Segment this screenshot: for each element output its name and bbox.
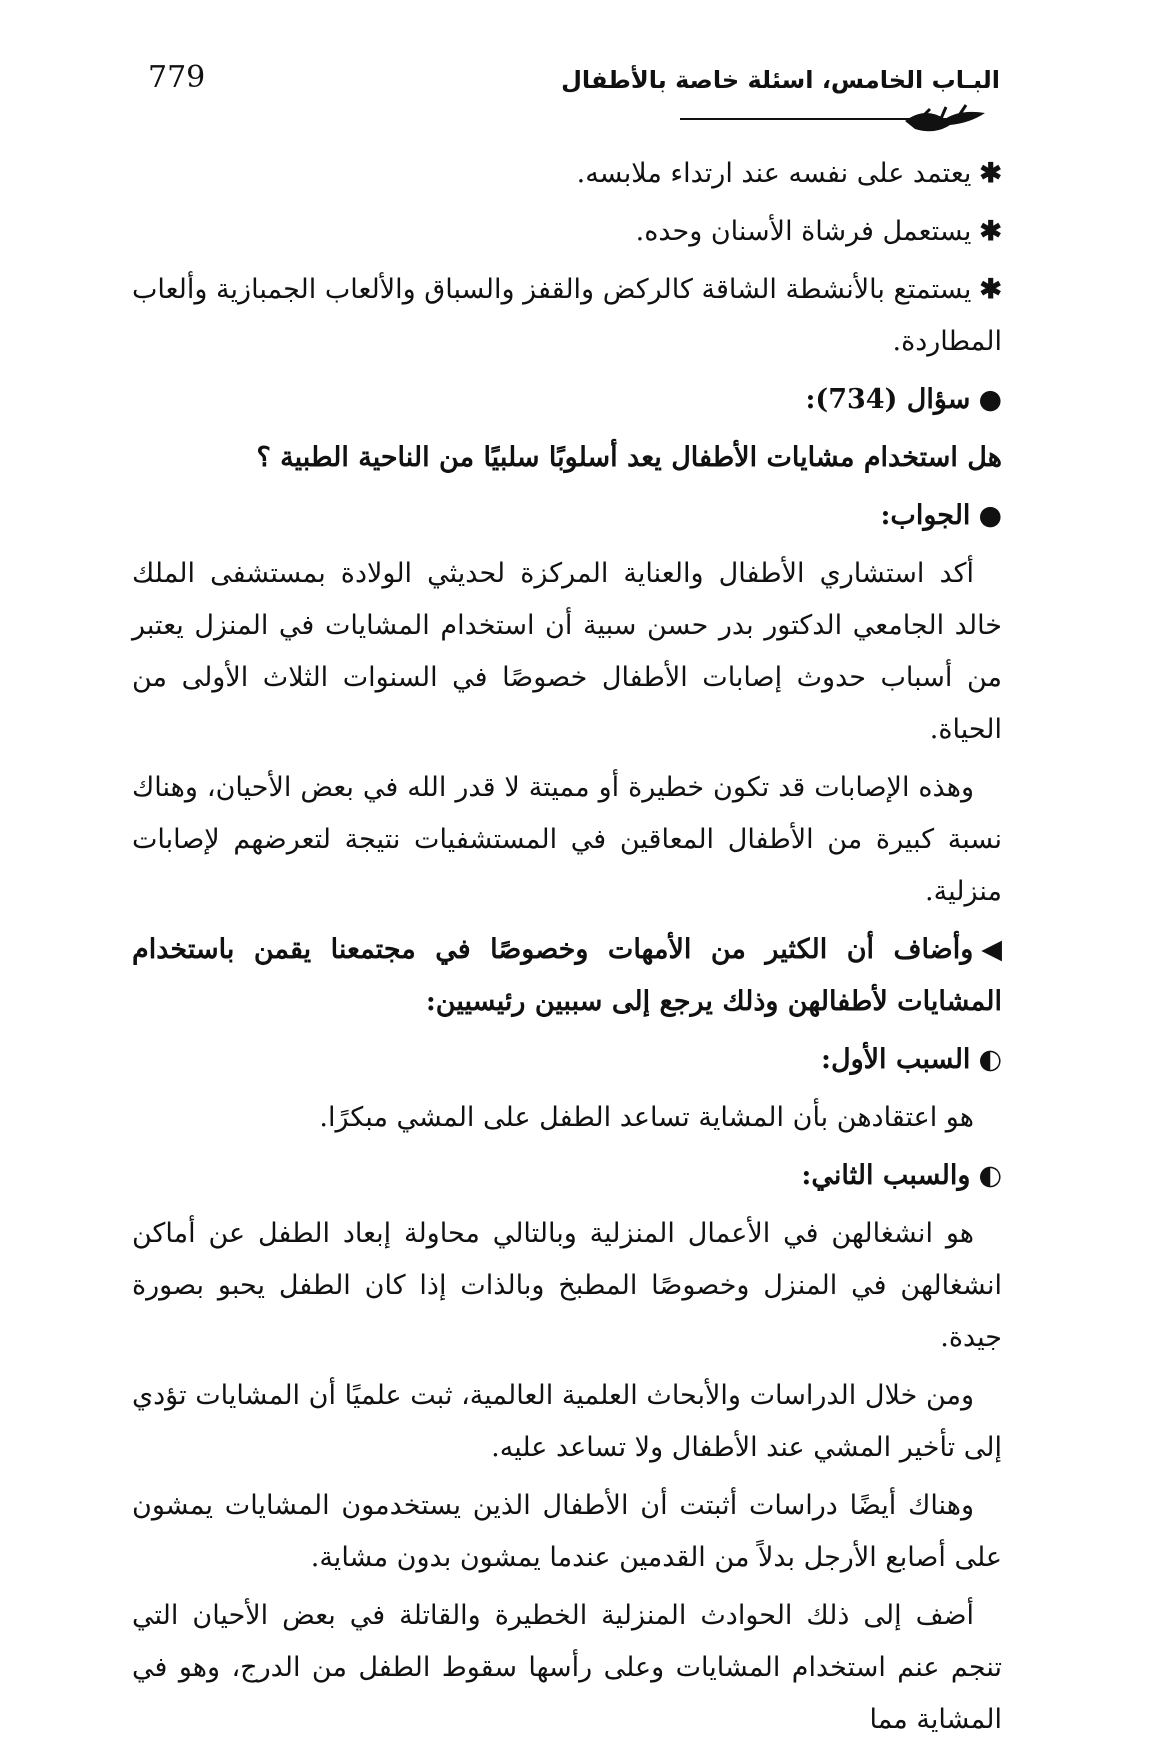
bullet-text: يعتمد على نفسه عند ارتداء ملابسه. xyxy=(576,158,972,189)
asterisk-bullet-icon: ✱ xyxy=(979,158,1002,189)
bullet-item xyxy=(132,264,1002,368)
page-body xyxy=(132,148,1002,1752)
arrow-bullet-icon: ◀ xyxy=(981,934,1002,965)
page-number: 779 xyxy=(148,60,206,95)
bullet-item xyxy=(132,148,1002,200)
reason-heading xyxy=(132,1150,1002,1202)
apple-icon: ● xyxy=(978,500,1002,531)
c-bullet-icon: ◐ xyxy=(978,1160,1002,1191)
c-bullet-icon: ◐ xyxy=(978,1044,1002,1075)
paragraph: ومن خلال الدراسات والأبحاث العلمية العالمية، ثبت علميًا أن المشايات تؤدي إلى تأخير المشي عند الأطفال ولا تساعد عليه. xyxy=(132,1380,1002,1463)
asterisk-bullet-icon: ✱ xyxy=(979,274,1002,305)
bullet-item xyxy=(132,206,1002,258)
bullet-text: يستمتع بالأنشطة الشاقة كالركض والقفز والسباق والألعاب الجمبازية وألعاب المطاردة. xyxy=(132,274,1002,357)
bullet-text: يستعمل فرشاة الأسنان وحده. xyxy=(635,216,972,247)
reason-label: السبب الأول: xyxy=(821,1044,971,1075)
answer-heading xyxy=(132,490,1002,542)
reason-heading xyxy=(132,1034,1002,1086)
answer-label: الجواب: xyxy=(880,500,971,531)
question-text: هل استخدام مشايات الأطفال يعد أسلوبًا سلبيًا من الناحية الطبية ؟ xyxy=(256,442,1002,473)
bold-paragraph-text: وأضاف أن الكثير من الأمهات وخصوصًا في مجتمعنا يقمن باستخدام المشايات لأطفالهن وذلك يرجع إلى سببين رئيسيين: xyxy=(132,934,1002,1017)
chapter-header: البـاب الخامس، اسئلة خاصة بالأطفال xyxy=(561,66,1000,94)
paragraph: هو انشغالهن في الأعمال المنزلية وبالتالي محاولة إبعاد الطفل عن أماكن انشغالهن في المنزل وخصوصًا المطبخ وبالذات إذا كان الطفل يحبو بصورة جيدة. xyxy=(132,1218,1002,1353)
paragraph: وهناك أيضًا دراسات أثبتت أن الأطفال الذين يستخدمون المشايات يمشون على أصابع الأرجل بدلاً من القدمين عندما يمشون بدون مشاية. xyxy=(132,1490,1002,1573)
asterisk-bullet-icon: ✱ xyxy=(979,216,1002,247)
paragraph: أكد استشاري الأطفال والعناية المركزة لحديثي الولادة بمستشفى الملك خالد الجامعي الدكتور بدر حسن سبية أن استخدام المشايات في المنزل يعتبر من أسباب حدوث إصابات الأطفال خصوصًا في السنوات الثلاث الأولى من الحياة. xyxy=(132,558,1002,745)
question-number: سؤال (734): xyxy=(805,384,971,415)
apple-icon: ● xyxy=(978,384,1002,415)
paragraph: هو اعتقادهن بأن المشاية تساعد الطفل على المشي مبكرًا. xyxy=(319,1102,974,1133)
paragraph: أضف إلى ذلك الحوادث المنزلية الخطيرة والقاتلة في بعض الأحيان التي تنجم عنم استخدام المشايات وعلى رأسها سقوط الطفل من الدرج، وهو في المشاية مما xyxy=(132,1600,1002,1735)
paragraph: وهذه الإصابات قد تكون خطيرة أو مميتة لا قدر الله في بعض الأحيان، وهناك نسبة كبيرة من الأطفال المعاقين في المستشفيات نتيجة لتعرضهم لإصابات منزلية. xyxy=(132,772,1002,907)
reason-label: والسبب الثاني: xyxy=(801,1160,971,1191)
bold-paragraph xyxy=(132,924,1002,1028)
question-heading xyxy=(132,374,1002,426)
leaf-ornament-icon xyxy=(900,101,990,137)
